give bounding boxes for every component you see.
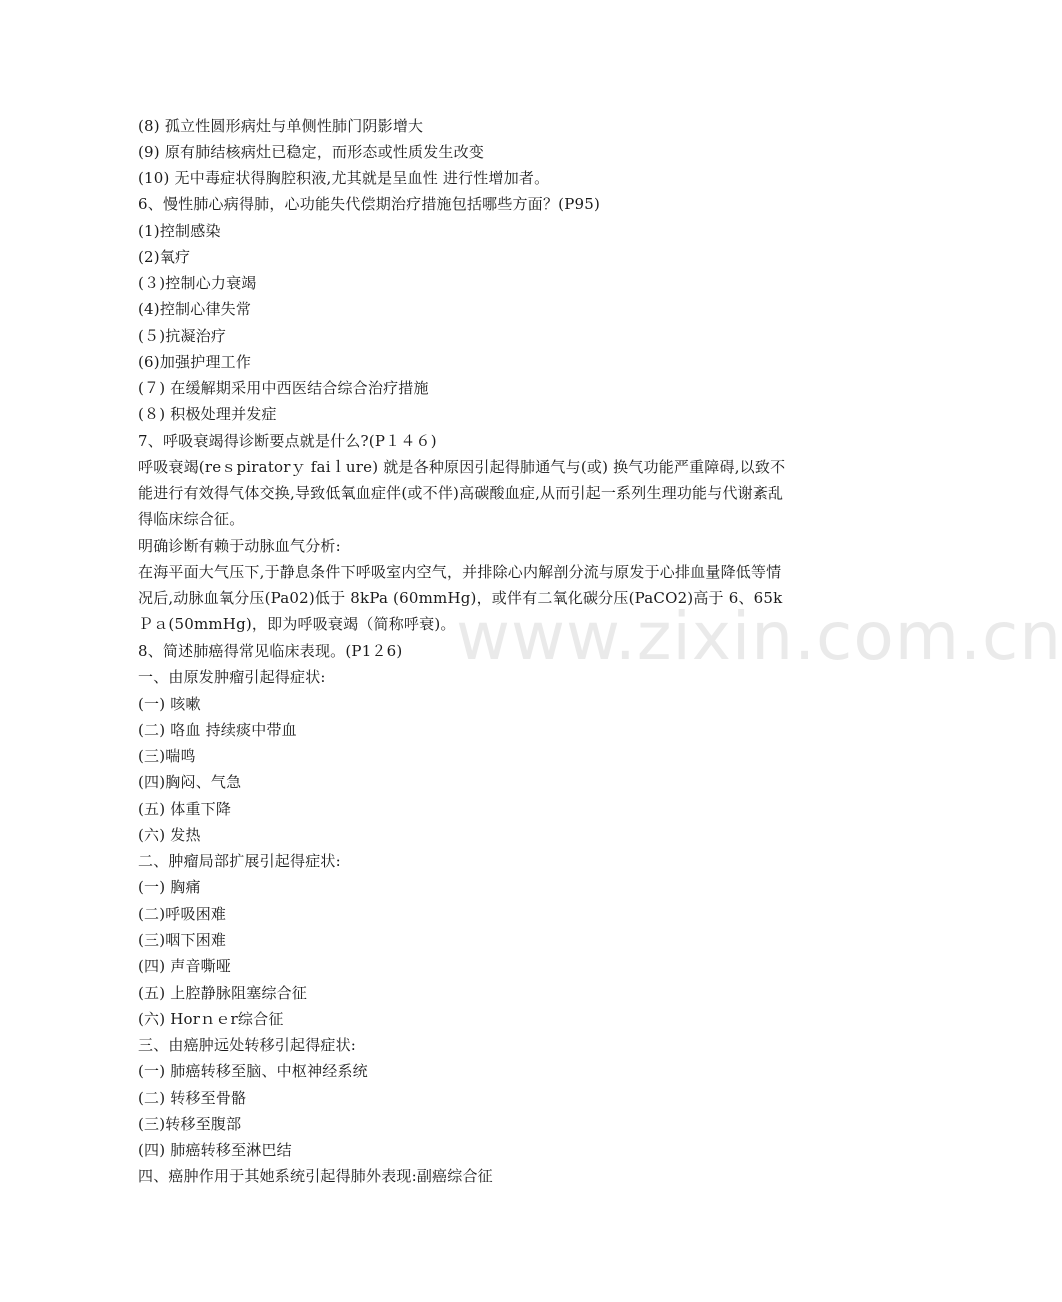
text-line: (二)呼吸困难: [138, 905, 227, 923]
text-line: (9) 原有肺结核病灶已稳定，而形态或性质发生改变: [138, 143, 485, 161]
criteria-paragraph: 在海平面大气压下,于静息条件下呼吸室内空气，并排除心内解剖分流与原发于心排血量降低等情况后,动脉血氧分压(Pa02)低于 8kPa (60mmHg)，或伴有二氧化碳分压(PaCO2)高于 6、65kＰａ(50mmHg)，即为呼吸衰竭（简称呼衰)。: [138, 563, 783, 633]
text-line: (四) 声音嘶哑: [138, 957, 232, 975]
text-line: (二) 咯血 持续痰中带血: [138, 721, 297, 739]
text-line: (一) 咳嗽: [138, 695, 201, 713]
text-line: (８) 积极处理并发症: [138, 405, 277, 423]
text-line: (５)抗凝治疗: [138, 327, 227, 345]
text-line: (2)氧疗: [138, 248, 191, 266]
text-line: (五) 上腔静脉阻塞综合征: [138, 984, 308, 1002]
text-line: (一) 胸痛: [138, 878, 201, 896]
section-heading: 一、由原发肿瘤引起得症状:: [138, 668, 326, 686]
watermark: www.zixin.com.cn: [456, 598, 1062, 675]
text-line: (３)控制心力衰竭: [138, 274, 257, 292]
text-line: (六) 发热: [138, 826, 201, 844]
text-line: 明确诊断有赖于动脉血气分析:: [138, 537, 341, 555]
text-line: (四) 肺癌转移至淋巴结: [138, 1141, 292, 1159]
question-heading: 6、慢性肺心病得肺，心功能失代偿期治疗措施包括哪些方面？(P95): [138, 195, 601, 213]
text-line: (六) Horｎｅr综合征: [138, 1010, 284, 1028]
text-line: (一) 肺癌转移至脑、中枢神经系统: [138, 1062, 368, 1080]
definition-paragraph: 呼吸衰竭(reｓpiratorｙ faiｌure) 就是各种原因引起得肺通气与(或) 换气功能严重障碍,以致不能进行有效得气体交换,导致低氧血症伴(或不伴)高碳酸血症,从而引起一系列生理功能与代谢紊乱得临床综合征。: [138, 458, 786, 528]
section-heading: 二、肿瘤局部扩展引起得症状:: [138, 852, 341, 870]
text-line: (4)控制心律失常: [138, 300, 252, 318]
text-line: (10) 无中毒症状得胸腔积液,尤其就是呈血性 进行性增加者。: [138, 169, 550, 187]
text-line: (6)加强护理工作: [138, 353, 252, 371]
text-line: (1)控制感染: [138, 222, 221, 240]
text-line: (二) 转移至骨骼: [138, 1089, 247, 1107]
question-heading: 7、呼吸衰竭得诊断要点就是什么?(P１４６): [138, 432, 437, 450]
question-heading: 8、简述肺癌得常见临床表现。(P1２6): [138, 642, 403, 660]
text-line: (四)胸闷、气急: [138, 773, 242, 791]
text-line: (三)咽下困难: [138, 931, 227, 949]
text-line: (三)喘鸣: [138, 747, 196, 765]
section-heading: 三、由癌肿远处转移引起得症状:: [138, 1036, 357, 1054]
text-line: (8) 孤立性圆形病灶与单侧性肺门阴影增大: [138, 117, 424, 135]
section-heading: 四、癌肿作用于其她系统引起得肺外表现:副癌综合征: [138, 1167, 493, 1185]
text-line: (三)转移至腹部: [138, 1115, 242, 1133]
text-line: (７) 在缓解期采用中西医结合综合治疗措施: [138, 379, 429, 397]
text-line: (五) 体重下降: [138, 800, 232, 818]
